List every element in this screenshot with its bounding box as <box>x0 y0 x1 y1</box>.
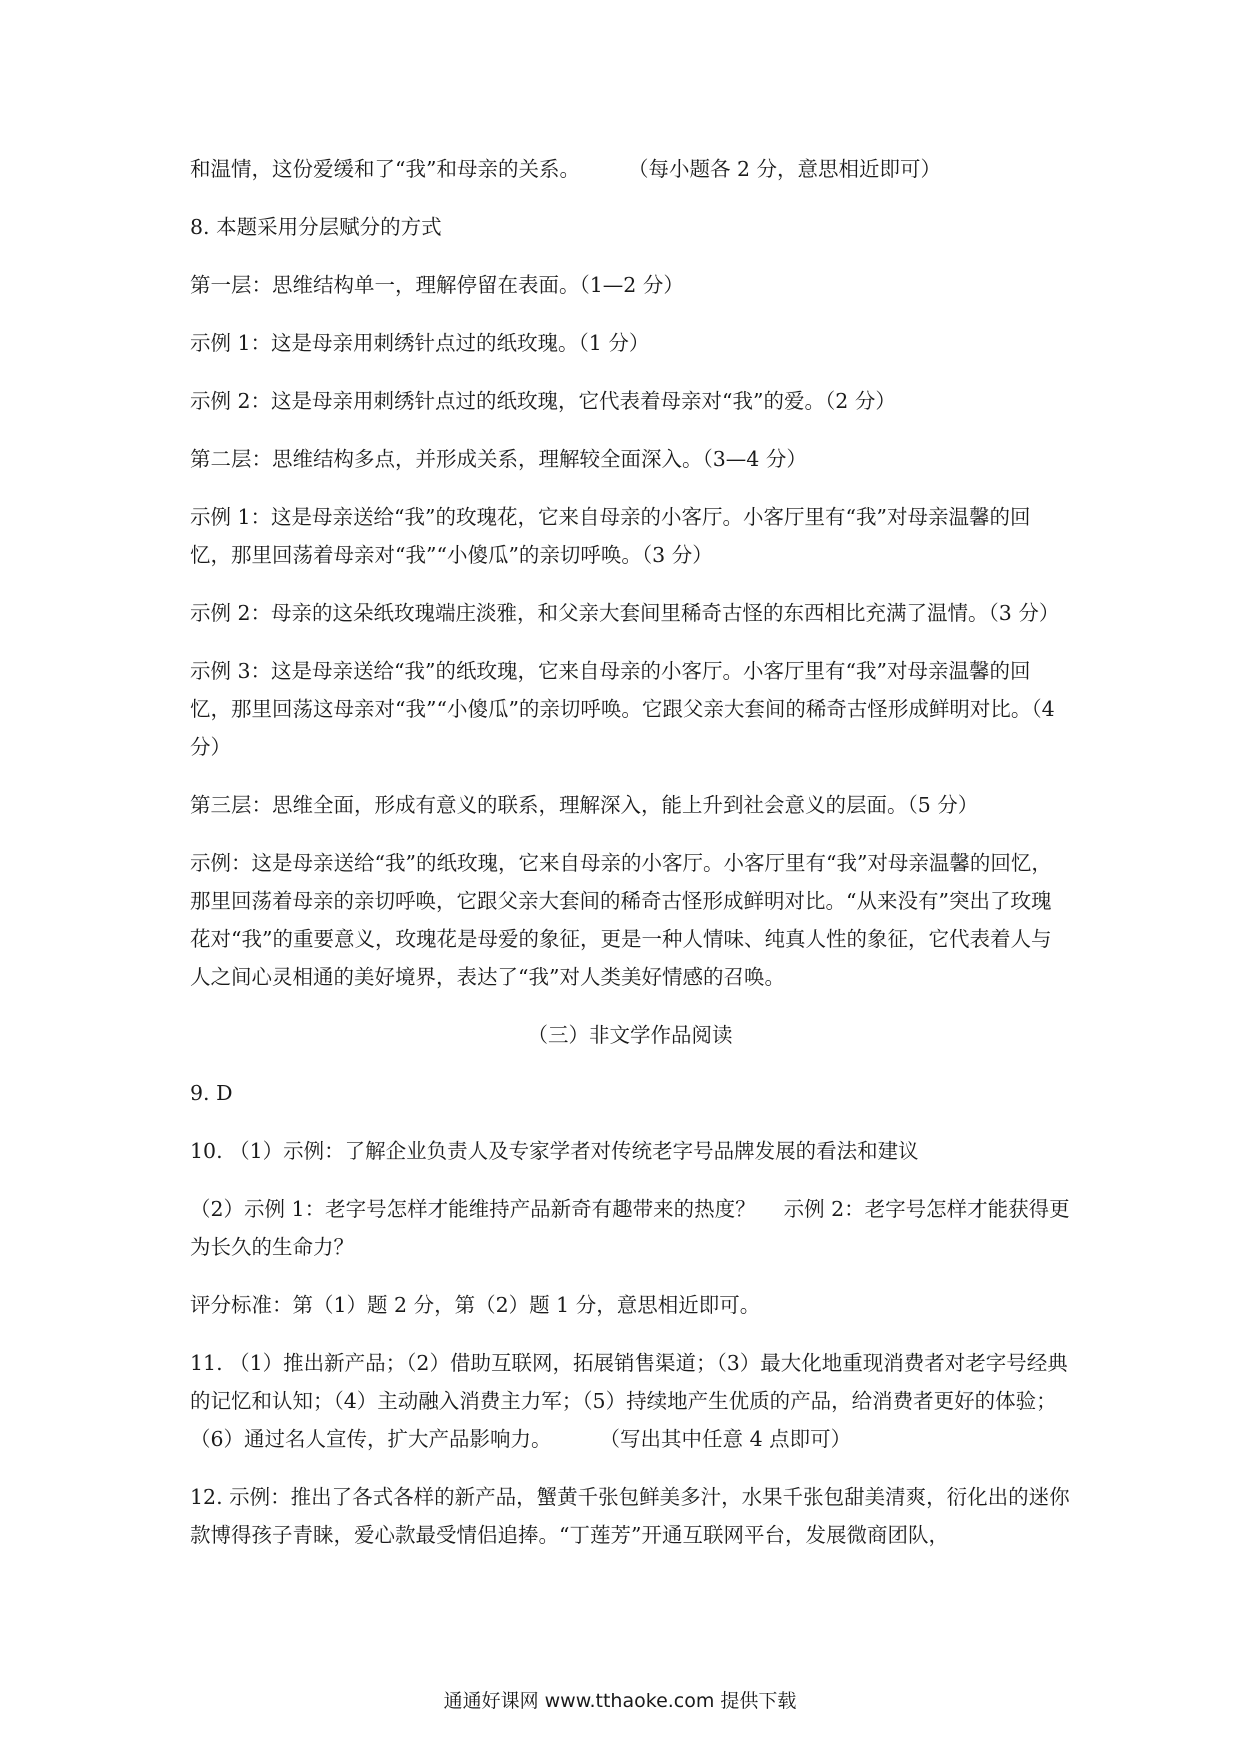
paragraph-q7-end <box>190 150 1070 188</box>
paragraph-level-3: 第三层：思维全面，形成有意义的联系，理解深入，能上升到社会意义的层面。（5 分） <box>190 793 979 817</box>
document-body <box>190 150 1070 1574</box>
paragraph-level-3-example: 示例：这是母亲送给“我”的纸玫瑰，它来自母亲的小客厅。小客厅里有“我”对母亲温馨的回忆，那里回荡着母亲的亲切呼唤，它跟父亲大套间的稀奇古怪形成鲜明对比。“从来没有”突出了玫瑰花对“我”的重要意义，玫瑰花是母爱的象征，更是一种人情味、纯真人性的象征，它代表着人与人之间心灵相通的美好境界，表达了“我”对人类美好情感的召唤。 <box>190 851 1052 989</box>
section-title: （三）非文学作品阅读 <box>527 1023 733 1047</box>
q11-scoring-note: （写出其中任意 4 点即可） <box>599 1427 852 1451</box>
paragraph-q10-part2 <box>190 1190 1070 1266</box>
paragraph-level-2-example-1: 示例 1：这是母亲送给“我”的玫瑰花，它来自母亲的小客厅。小客厅里有“我”对母亲温馨的回忆，那里回荡着母亲对“我”“小傻瓜”的亲切呼唤。（3 分） <box>190 505 1031 567</box>
page-footer: 通通好课网 www.tthaoke.com 提供下载 <box>443 1690 797 1712</box>
q10-example-1: （2）示例 1：老字号怎样才能维持产品新奇有趣带来的热度？ <box>190 1197 756 1221</box>
paragraph-level-2: 第二层：思维结构多点，并形成关系，理解较全面深入。（3—4 分） <box>190 447 807 471</box>
paragraph-q10-scoring: 评分标准：第（1）题 2 分，第（2）题 1 分，意思相近即可。 <box>190 1293 761 1317</box>
paragraph-q10-part1: 10. （1）示例：了解企业负责人及专家学者对传统老字号品牌发展的看法和建议 <box>190 1139 919 1163</box>
paragraph-level-1: 第一层：思维结构单一，理解停留在表面。（1—2 分） <box>190 273 684 297</box>
paragraph-q12-answer: 12. 示例：推出了各式各样的新产品，蟹黄千张包鲜美多汁，水果千张包甜美清爽，衍化出的迷你款博得孩子青睐，爱心款最受情侣追捧。“丁莲芳”开通互联网平台，发展微商团队， <box>190 1485 1070 1547</box>
q7-scoring-note: （每小题各 2 分，意思相近即可） <box>627 157 942 181</box>
q11-answer-text: 11. （1）推出新产品；（2）借助互联网，拓展销售渠道；（3）最大化地重现消费者对老字号经典的记忆和认知；（4）主动融入消费主力军；（5）持续地产生优质的产品，给消费者更好的体验；（6）通过名人宣传，扩大产品影响力。 <box>190 1351 1068 1451</box>
paragraph-level-1-example-1: 示例 1：这是母亲用刺绣针点过的纸玫瑰。（1 分） <box>190 331 650 355</box>
paragraph-q11-answer <box>190 1344 1070 1458</box>
paragraph-q9-answer: 9. D <box>190 1081 233 1105</box>
q10-example-2: 示例 2：老字号怎样才能获得更为长久的生命力？ <box>190 1197 1070 1259</box>
q7-answer-end: 和温情，这份爱缓和了“我”和母亲的关系。 <box>190 157 580 181</box>
paragraph-level-1-example-2: 示例 2：这是母亲用刺绣针点过的纸玫瑰，它代表着母亲对“我”的爱。（2 分） <box>190 389 896 413</box>
paragraph-level-2-example-3: 示例 3：这是母亲送给“我”的纸玫瑰，它来自母亲的小客厅。小客厅里有“我”对母亲温馨的回忆，那里回荡这母亲对“我”“小傻瓜”的亲切呼唤。它跟父亲大套间的稀奇古怪形成鲜明对比。（4 分） <box>190 659 1055 759</box>
paragraph-level-2-example-2: 示例 2：母亲的这朵纸玫瑰端庄淡雅，和父亲大套间里稀奇古怪的东西相比充满了温情。（3 分） <box>190 601 1060 625</box>
paragraph-q8-heading: 8. 本题采用分层赋分的方式 <box>190 215 442 239</box>
